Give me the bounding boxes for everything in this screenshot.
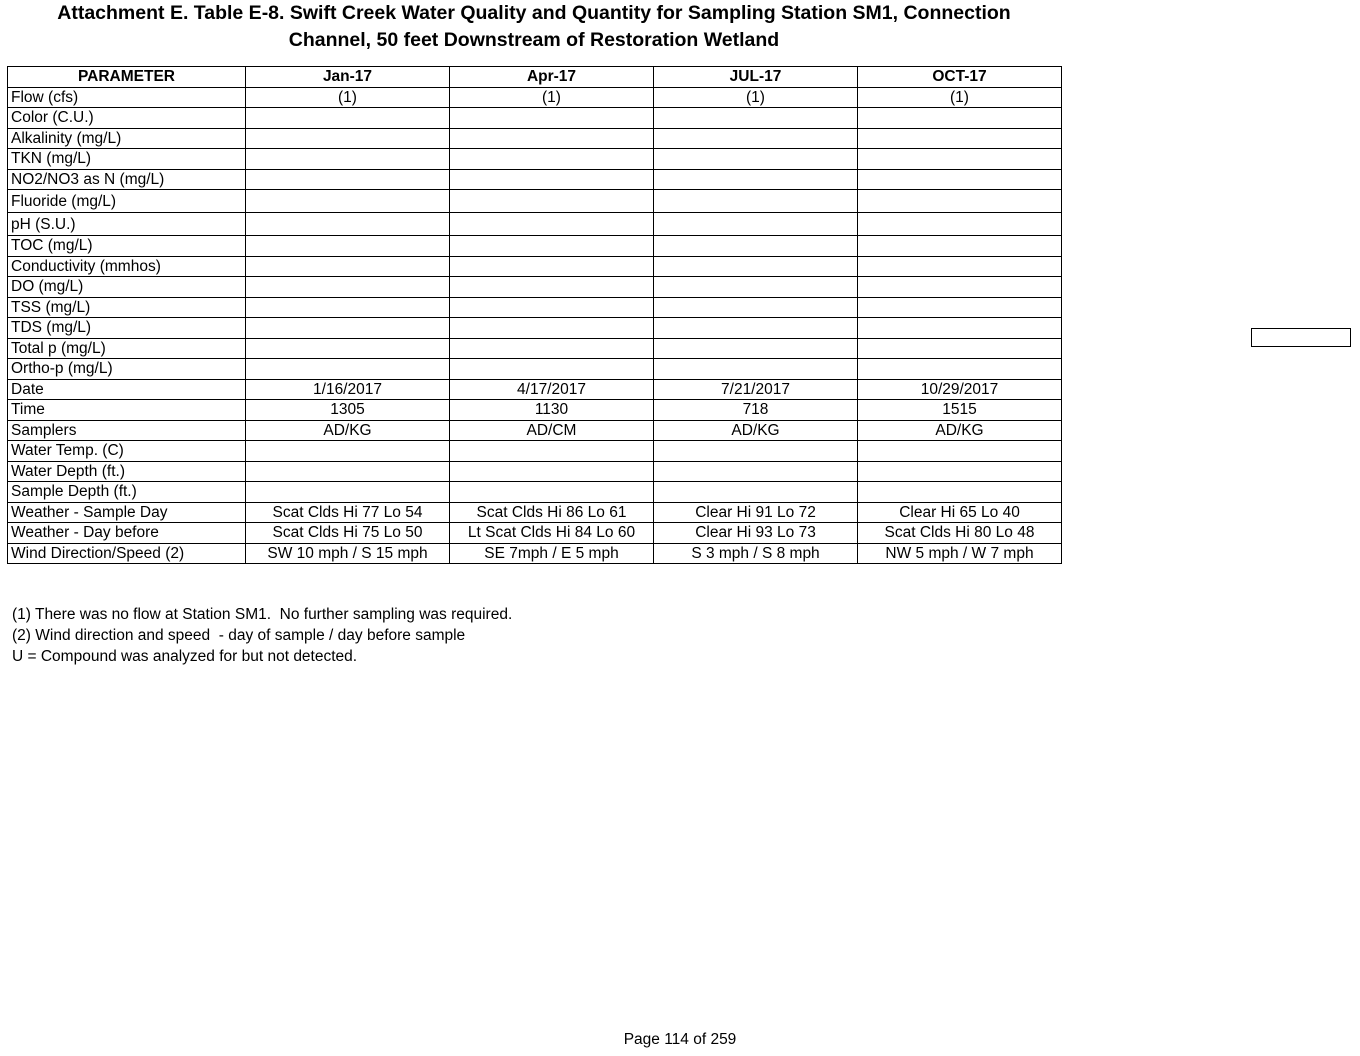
value-cell: (1) [654, 87, 858, 108]
parameter-cell: TOC (mg/L) [8, 236, 246, 257]
table-row [8, 338, 1062, 359]
value-cell [654, 149, 858, 170]
header-parameter: PARAMETER [8, 67, 246, 88]
value-cell [654, 277, 858, 298]
value-cell [450, 277, 654, 298]
table-row [8, 213, 1062, 236]
value-cell: SE 7mph / E 5 mph [450, 543, 654, 564]
value-cell: Scat Clds Hi 80 Lo 48 [858, 523, 1062, 544]
value-cell [858, 128, 1062, 149]
value-cell [246, 359, 450, 380]
table-row [8, 277, 1062, 298]
value-cell [246, 461, 450, 482]
table-row [8, 502, 1062, 523]
footnote: U = Compound was analyzed for but not detected. [12, 648, 358, 665]
header-apr-17: Apr-17 [450, 67, 654, 88]
value-cell [858, 318, 1062, 339]
parameter-cell: Flow (cfs) [8, 87, 246, 108]
parameter-cell: Color (C.U.) [8, 108, 246, 129]
value-cell: 1130 [450, 400, 654, 421]
value-cell [858, 441, 1062, 462]
table-body [8, 87, 1062, 564]
parameter-cell: Time [8, 400, 246, 421]
parameter-cell: Water Depth (ft.) [8, 461, 246, 482]
value-cell [450, 256, 654, 277]
value-cell: NW 5 mph / W 7 mph [858, 543, 1062, 564]
footnote: (2) Wind direction and speed - day of sample / day before sample [12, 627, 466, 644]
value-cell: 10/29/2017 [858, 379, 1062, 400]
value-cell: S 3 mph / S 8 mph [654, 543, 858, 564]
value-cell [246, 297, 450, 318]
parameter-cell: Conductivity (mmhos) [8, 256, 246, 277]
value-cell [246, 441, 450, 462]
value-cell [654, 169, 858, 190]
value-cell [450, 169, 654, 190]
value-cell [450, 338, 654, 359]
footnote: (1) There was no flow at Station SM1. No further sampling was required. [12, 606, 513, 623]
table-header-row [8, 67, 1062, 88]
value-cell [246, 482, 450, 503]
parameter-cell: Weather - Day before [8, 523, 246, 544]
parameter-cell: TKN (mg/L) [8, 149, 246, 170]
value-cell [858, 338, 1062, 359]
value-cell [450, 190, 654, 213]
value-cell [450, 318, 654, 339]
value-cell [858, 461, 1062, 482]
value-cell [858, 190, 1062, 213]
title-line-2: Channel, 50 feet Downstream of Restoration Wetland [288, 29, 780, 51]
table-row [8, 482, 1062, 503]
empty-cell-box [1251, 328, 1351, 347]
value-cell [246, 236, 450, 257]
parameter-cell: Water Temp. (C) [8, 441, 246, 462]
value-cell: Scat Clds Hi 75 Lo 50 [246, 523, 450, 544]
parameter-cell: Fluoride (mg/L) [8, 190, 246, 213]
header-jan-17: Jan-17 [246, 67, 450, 88]
value-cell [654, 256, 858, 277]
parameter-cell: Total p (mg/L) [8, 338, 246, 359]
value-cell: Clear Hi 65 Lo 40 [858, 502, 1062, 523]
value-cell [654, 213, 858, 236]
value-cell [654, 441, 858, 462]
value-cell [450, 297, 654, 318]
table-row [8, 461, 1062, 482]
parameter-cell: Samplers [8, 420, 246, 441]
value-cell [450, 213, 654, 236]
value-cell: (1) [450, 87, 654, 108]
table-row [8, 108, 1062, 129]
value-cell: AD/CM [450, 420, 654, 441]
value-cell: 718 [654, 400, 858, 421]
value-cell [450, 149, 654, 170]
value-cell: Clear Hi 91 Lo 72 [654, 502, 858, 523]
value-cell [246, 338, 450, 359]
value-cell: (1) [858, 87, 1062, 108]
table-row [8, 543, 1062, 564]
value-cell [450, 108, 654, 129]
parameter-cell: Wind Direction/Speed (2) [8, 543, 246, 564]
parameter-cell: Weather - Sample Day [8, 502, 246, 523]
value-cell [654, 108, 858, 129]
value-cell: 1515 [858, 400, 1062, 421]
value-cell [246, 190, 450, 213]
value-cell: Scat Clds Hi 77 Lo 54 [246, 502, 450, 523]
value-cell [450, 482, 654, 503]
parameter-cell: pH (S.U.) [8, 213, 246, 236]
parameter-cell: Alkalinity (mg/L) [8, 128, 246, 149]
value-cell [246, 169, 450, 190]
title-line-1: Attachment E. Table E-8. Swift Creek Water Quality and Quantity for Sampling Station SM1, Connection [57, 2, 1011, 24]
value-cell [654, 190, 858, 213]
table-row [8, 400, 1062, 421]
value-cell [858, 213, 1062, 236]
value-cell [246, 213, 450, 236]
parameter-cell: NO2/NO3 as N (mg/L) [8, 169, 246, 190]
value-cell [246, 277, 450, 298]
value-cell [246, 108, 450, 129]
value-cell [654, 297, 858, 318]
value-cell: Scat Clds Hi 86 Lo 61 [450, 502, 654, 523]
value-cell [450, 441, 654, 462]
parameter-cell: Ortho-p (mg/L) [8, 359, 246, 380]
value-cell [858, 149, 1062, 170]
value-cell: 4/17/2017 [450, 379, 654, 400]
value-cell [450, 128, 654, 149]
table-row [8, 297, 1062, 318]
value-cell [654, 318, 858, 339]
value-cell [858, 256, 1062, 277]
table-row [8, 128, 1062, 149]
parameter-cell: TDS (mg/L) [8, 318, 246, 339]
document-title [7, 0, 1061, 54]
value-cell [858, 277, 1062, 298]
value-cell: SW 10 mph / S 15 mph [246, 543, 450, 564]
value-cell: 1/16/2017 [246, 379, 450, 400]
header-jul-17: JUL-17 [654, 67, 858, 88]
value-cell: (1) [246, 87, 450, 108]
header-oct-17: OCT-17 [858, 67, 1062, 88]
value-cell: 1305 [246, 400, 450, 421]
value-cell [858, 297, 1062, 318]
value-cell [858, 236, 1062, 257]
value-cell: 7/21/2017 [654, 379, 858, 400]
value-cell [450, 359, 654, 380]
table-row [8, 236, 1062, 257]
parameter-cell: Date [8, 379, 246, 400]
table-row [8, 379, 1062, 400]
table-row [8, 523, 1062, 544]
table-row [8, 420, 1062, 441]
table-row [8, 359, 1062, 380]
value-cell [654, 128, 858, 149]
table-row [8, 190, 1062, 213]
value-cell [654, 359, 858, 380]
value-cell: AD/KG [858, 420, 1062, 441]
value-cell [246, 149, 450, 170]
table-row [8, 149, 1062, 170]
value-cell: AD/KG [654, 420, 858, 441]
value-cell [858, 359, 1062, 380]
parameter-cell: TSS (mg/L) [8, 297, 246, 318]
value-cell [858, 169, 1062, 190]
value-cell [246, 128, 450, 149]
table-row [8, 87, 1062, 108]
water-quality-table [7, 66, 1062, 564]
value-cell [654, 461, 858, 482]
value-cell [450, 236, 654, 257]
value-cell: Clear Hi 93 Lo 73 [654, 523, 858, 544]
parameter-cell: DO (mg/L) [8, 277, 246, 298]
table-row [8, 318, 1062, 339]
value-cell [654, 338, 858, 359]
parameter-cell: Sample Depth (ft.) [8, 482, 246, 503]
table-row [8, 256, 1062, 277]
value-cell [450, 461, 654, 482]
value-cell [654, 236, 858, 257]
table-row [8, 441, 1062, 462]
value-cell [654, 482, 858, 503]
footnotes [12, 604, 512, 667]
value-cell [858, 108, 1062, 129]
value-cell: AD/KG [246, 420, 450, 441]
value-cell: Lt Scat Clds Hi 84 Lo 60 [450, 523, 654, 544]
value-cell [246, 318, 450, 339]
value-cell [858, 482, 1062, 503]
page-number: Page 114 of 259 [623, 1031, 737, 1048]
value-cell [246, 256, 450, 277]
table-row [8, 169, 1062, 190]
